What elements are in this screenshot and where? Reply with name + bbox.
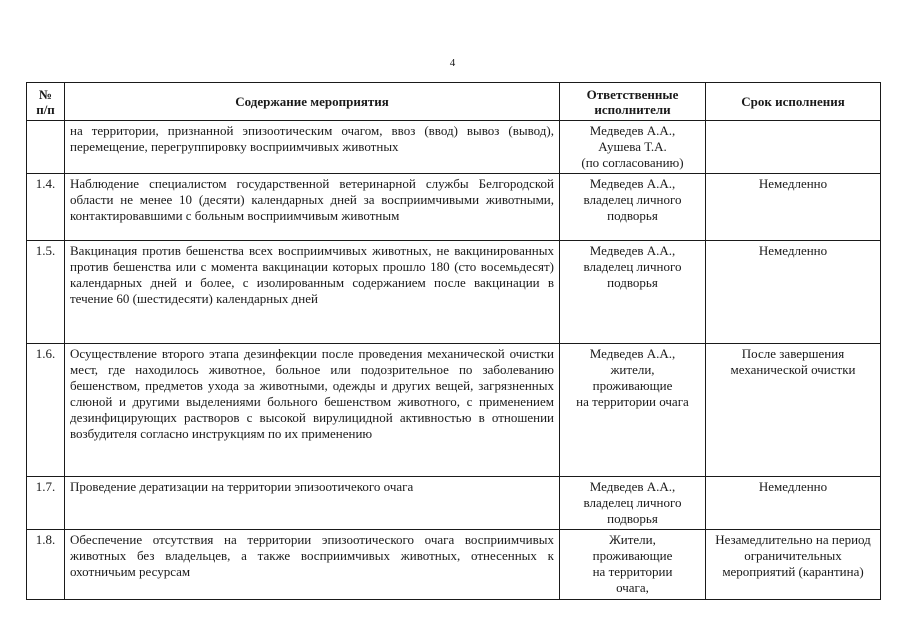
row-responsible: Медведев А.А., владелец личного подворья (560, 241, 706, 344)
row-content: Обеспечение отсутствия на территории эпизоотического очага восприимчивых животных без владельцев, а также восприимчивых животных, отнесенных к охотничьим ресурсам (65, 530, 560, 600)
row-number: 1.8. (27, 530, 65, 600)
row-term: Незамедлительно на период ограничительных мероприятий (карантина) (706, 530, 881, 600)
row-term (706, 121, 881, 174)
header-content: Содержание мероприятия (65, 83, 560, 121)
row-number: 1.7. (27, 477, 65, 530)
table-row (27, 174, 881, 241)
table-row (27, 121, 881, 174)
row-responsible: Медведев А.А., Аушева Т.А. (по согласованию) (560, 121, 706, 174)
table-row (27, 530, 881, 600)
row-term: Немедленно (706, 174, 881, 241)
row-number: 1.4. (27, 174, 65, 241)
row-term: Немедленно (706, 477, 881, 530)
header-responsible: Ответственные исполнители (560, 83, 706, 121)
header-term: Срок исполнения (706, 83, 881, 121)
table-row (27, 241, 881, 344)
row-responsible: Жители, проживающие на территории очага, (560, 530, 706, 600)
row-term: Немедленно (706, 241, 881, 344)
row-content: Осуществление второго этапа дезинфекции после проведения механической очистки мест, где находилось животное, больное или подозрительное по заболеванию бешенством, предметов ухода за животными, одежды и других вещей, загрязненных слюной и другими выделениями больного бешенством животного, с применением дезинфицирующих растворов с высокой вирулицидной активностью в отношении возбудителя согласно инструкциям по их применению (65, 344, 560, 477)
page-number: 4 (449, 57, 456, 69)
row-responsible: Медведев А.А., владелец личного подворья (560, 477, 706, 530)
row-responsible: Медведев А.А., жители, проживающие на территории очага (560, 344, 706, 477)
table-row (27, 477, 881, 530)
row-number: 1.5. (27, 241, 65, 344)
row-number: 1.6. (27, 344, 65, 477)
header-num: № п/п (27, 83, 65, 121)
measures-table (26, 82, 881, 600)
row-number (27, 121, 65, 174)
row-content: Проведение дератизации на территории эпизоотичекого очага (65, 477, 560, 530)
table-header-row (27, 83, 881, 121)
table-row (27, 344, 881, 477)
row-content: Вакцинация против бешенства всех восприимчивых животных, не вакцинированных против бешенства или с момента вакцинации которых прошло 180 (сто восемьдесят) календарных дней и более, с изолированным содержанием после вакцинации в течение 60 (шестидесяти) календарных дней (65, 241, 560, 344)
row-content: на территории, признанной эпизоотическим очагом, ввоз (ввод) вывоз (вывод), перемещение, перегруппировку восприимчивых животных (65, 121, 560, 174)
row-responsible: Медведев А.А., владелец личного подворья (560, 174, 706, 241)
row-term: После завершения механической очистки (706, 344, 881, 477)
row-content: Наблюдение специалистом государственной ветеринарной службы Белгородской области не менее 10 (десяти) календарных дней за восприимчивыми животными, контактировавшими с больным восприимчивым животным (65, 174, 560, 241)
